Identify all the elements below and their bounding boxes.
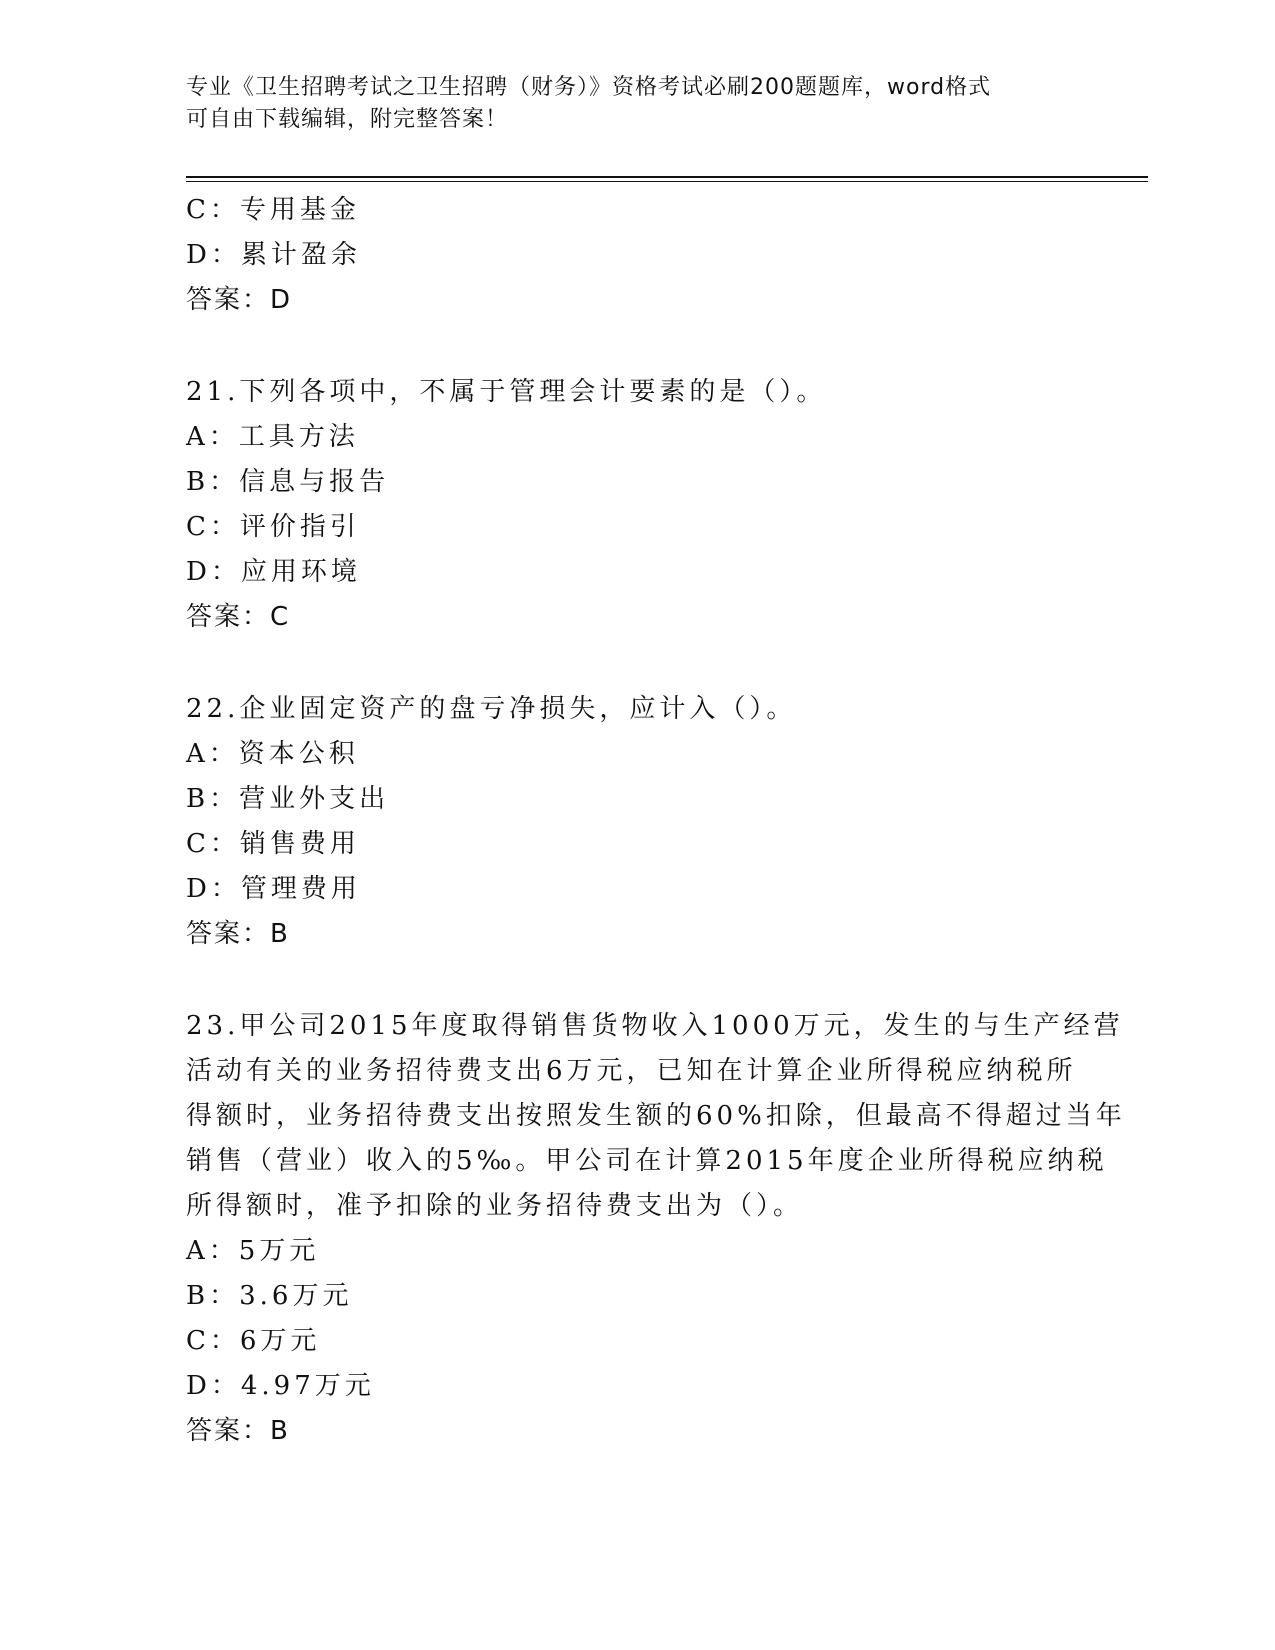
answer-line: 答案：B <box>186 919 290 949</box>
stem-row-1: 23.甲公司2015年度取得销售货物收入1000万元，发生的与生产经营 <box>186 1011 1124 1041</box>
stem-row-4: 销售（营业）收入的5‰。甲公司在计算2015年度企业所得税应纳税 <box>186 1146 1108 1176</box>
stem-row-5: 所得额时，准予扣除的业务招待费支出为（）。 <box>186 1191 804 1221</box>
header-divider-thin <box>186 181 1148 182</box>
option-d: D：4.97万元 <box>186 1371 375 1401</box>
stem-row-3: 得额时，业务招待费支出按照发生额的60%扣除，但最高不得超过当年 <box>186 1101 1126 1131</box>
option-a: A：工具方法 <box>186 422 359 452</box>
question-stem <box>186 1004 1126 1229</box>
question-stem: 22.企业固定资产的盘亏净损失，应计入（）。 <box>186 694 797 724</box>
option-b: B：信息与报告 <box>186 467 390 497</box>
header-title-line-2: 可自由下载编辑，附完整答案！ <box>186 107 509 132</box>
option-c: C：销售费用 <box>186 829 360 859</box>
option-d: D：应用环境 <box>186 557 361 587</box>
answer-line: 答案：C <box>186 602 291 632</box>
answer-line: 答案：D <box>186 285 293 315</box>
question-stem: 21.下列各项中，不属于管理会计要素的是（）。 <box>186 377 827 407</box>
option-c: C：专用基金 <box>186 195 360 225</box>
question-list <box>186 188 1126 1454</box>
option-a: A：资本公积 <box>186 739 359 769</box>
option-c: C：评价指引 <box>186 512 360 542</box>
question-20-tail <box>186 188 1086 323</box>
option-b: B：3.6万元 <box>186 1281 353 1311</box>
question-21 <box>186 370 1086 640</box>
option-a: A：5万元 <box>186 1236 320 1266</box>
option-d: D：管理费用 <box>186 874 361 904</box>
stem-row-2: 活动有关的业务招待费支出6万元，已知在计算企业所得税应纳税所 <box>186 1056 1077 1086</box>
option-c: C：6万元 <box>186 1326 321 1356</box>
header-divider <box>186 176 1148 178</box>
answer-line: 答案：B <box>186 1416 290 1446</box>
document-header <box>186 72 1086 136</box>
question-22 <box>186 687 1086 957</box>
header-title-line-1: 专业《卫生招聘考试之卫生招聘（财务）》资格考试必刷200题题库，word格式 <box>186 75 992 100</box>
option-d: D：累计盈余 <box>186 240 361 270</box>
option-b: B：营业外支出 <box>186 784 390 814</box>
question-23 <box>186 1004 1126 1454</box>
